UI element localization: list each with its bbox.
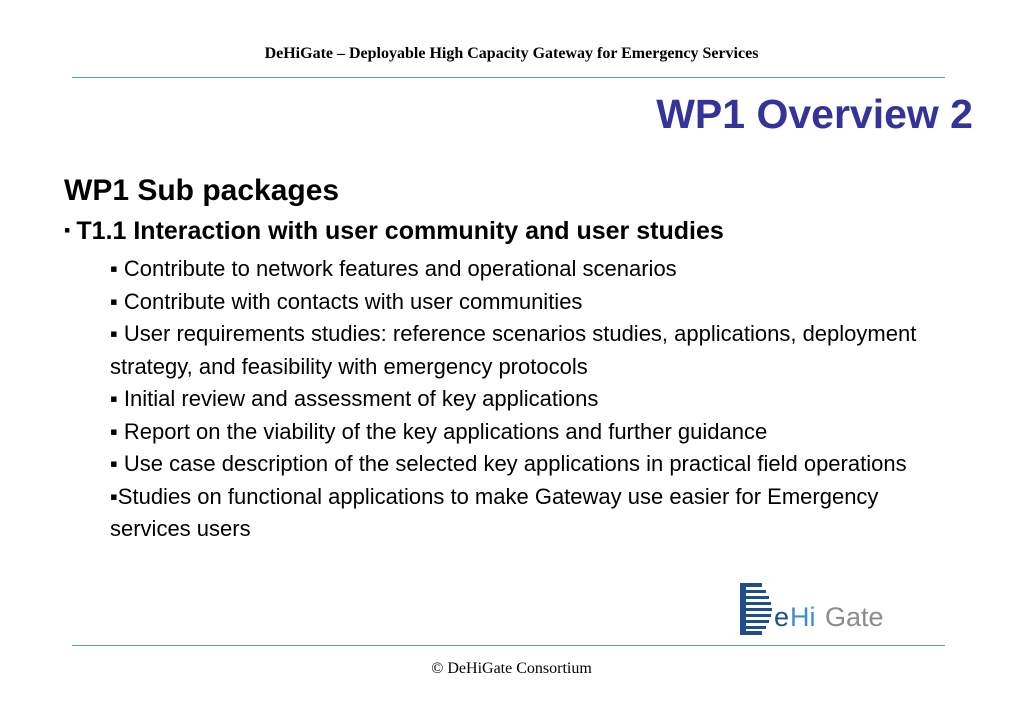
list-item: ▪ Contribute to network features and operational scenarios	[110, 256, 677, 281]
slide-title: WP1 Overview 2	[656, 91, 973, 137]
task-heading	[64, 213, 724, 248]
list-item: ▪Studies on functional applications to make Gateway use easier for Emergency services users	[110, 483, 879, 541]
list-item: ▪ Report on the viability of the key applications and further guidance	[110, 418, 768, 444]
list-item: ▪ Initial review and assessment of key applications	[110, 386, 599, 411]
list-item: ▪ Use case description of the selected key applications in practical field operations	[110, 451, 907, 476]
section-heading: WP1 Sub packages	[64, 174, 340, 207]
task-bullet: ▪	[64, 220, 71, 240]
dehigate-logo	[738, 580, 948, 638]
header-title: DeHiGate – Deployable High Capacity Gateway for Emergency Services	[264, 45, 759, 62]
list-item: ▪ User requirements studies: reference scenarios studies, applications, deployment strategy, and feasibility with emergency protocols	[110, 321, 917, 379]
logo-d-mark	[740, 583, 772, 635]
footer-divider	[72, 645, 945, 646]
logo-text-hi: Hi	[790, 602, 816, 632]
footer-copyright: © DeHiGate Consortium	[431, 660, 592, 677]
task-item-list	[110, 253, 960, 546]
header-divider	[72, 77, 945, 78]
logo-text-gate: Gate	[825, 602, 884, 632]
task-label: T1.1 Interaction with user community and user studies	[76, 217, 724, 245]
logo-text-e: e	[774, 602, 790, 632]
list-item: ▪ Contribute with contacts with user communities	[110, 288, 583, 314]
